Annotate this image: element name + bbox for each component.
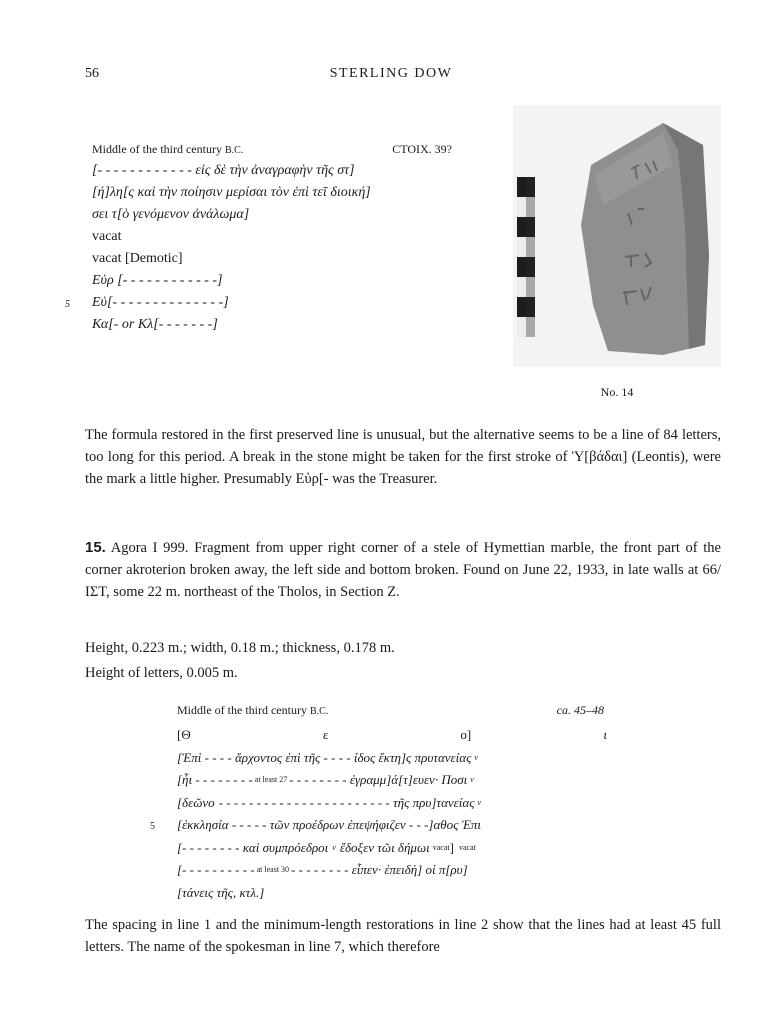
entry-number: 15. [85, 539, 106, 556]
insc15-line [177, 747, 607, 770]
commentary-paragraph: The spacing in line 1 and the minimum-length restorations in line 2 show that the lines had at least 45 full letters. The name of the spokesman in line 7, which therefore [85, 917, 721, 955]
insc15-date-suffix: B.C. [309, 706, 329, 717]
insc15-line [177, 792, 607, 815]
insc15-line [177, 837, 607, 860]
insc15-text-run: [τάνεις τῆς, κτλ.] [177, 884, 265, 900]
insc15-letter-count: ca. 45–48 [556, 703, 604, 717]
insc14-line: [- - - - - - - - - - - - εἰς δὲ τὴν ἀναγραφὴν τῆς στ] [92, 163, 355, 178]
line-number: 5 [150, 821, 155, 832]
insc15-line [150, 814, 607, 837]
vacat-mark: v [470, 775, 474, 784]
insc15-line [177, 769, 607, 792]
insc14-line: Εὐρ [- - - - - - - - - - - -] [92, 273, 223, 288]
entry-text: Agora I 999. Fragment from upper right corner of a stele of Hymettian marble, the front part of the corner akroterion broken away, the left side and bottom broken. Found on June 22, 1933, in late walls at 66/ΙΣΤ, some 22 m. northeast of the Tholos, in Section Z. [85, 540, 721, 600]
figure-caption: No. 14 [600, 385, 634, 399]
insc14-line [65, 292, 462, 314]
insc14-line: vacat [Demotic] [92, 251, 183, 266]
insc15-text-run: [Ἐπὶ - - - - ἄρχοντος ἐπὶ τῆς - - - - ίδος ἕκτη]ς πρυτανείας [177, 749, 472, 765]
insc15-text-run: ἔδοξεν τῶι δήμωι [339, 839, 430, 855]
insc14-line: [ή]λη[ς καὶ τὴν ποίησιν μερίσαι τὸν ἐπὶ τεῖ διοική] [92, 185, 371, 200]
insc14-line: Κα[- or Κλ[- - - - - - -] [92, 317, 218, 332]
vacat-mark: v [474, 752, 478, 762]
letter-height-line: Height of letters, 0.005 m. [85, 665, 238, 681]
insc15-text-run: - - - - - - - - ἐγραμμ]ά[τ]ευεν· Ποσι [289, 772, 468, 787]
insc15-text [150, 724, 607, 904]
vacat-mark: vacat [458, 842, 476, 852]
insc14-stoich: CTOIX. 39? [392, 142, 452, 156]
insc15-line [177, 859, 607, 882]
insc15-text-run: [Θ [177, 727, 191, 742]
running-head: STERLING DOW [329, 66, 453, 81]
page-number: 56 [85, 66, 99, 81]
insc15-text-run: ] [449, 839, 454, 855]
insc15-line [177, 724, 607, 747]
insc15-text-run: [δεῶνο [177, 794, 215, 810]
insc15-text-run: [- - - - - - - - - - [177, 862, 255, 877]
insc14-line: vacat [92, 229, 122, 244]
insc14-line-text: Εὐ[- - - - - - - - - - - - - -] [92, 295, 229, 310]
vacat-mark: v [477, 797, 482, 807]
letter-estimate: at least 30 [256, 865, 290, 874]
insc15-text-run: ι [603, 727, 607, 742]
insc14-date: Middle of the third century [92, 142, 222, 156]
insc15-heading [177, 703, 604, 718]
stone-fragment-image [513, 105, 721, 367]
commentary-paragraph: The formula restored in the first preserved line is unusual, but the alternative seems to be a line of 84 letters, too long for this period. A break in the stone might be taken for the first stroke of Ὑ[βάδαι] (Leontis), were the mark a little higher. Presumably Εὐρ[- was the Treasurer. [85, 427, 721, 487]
stone-photo [513, 105, 721, 367]
insc15-text-run: - - - - - - - - εἶπεν· ἐπειδὴ] οἱ π[ρυ] [291, 862, 468, 877]
insc15-line [177, 882, 607, 905]
insc15-text-run: ε [322, 727, 329, 742]
insc15-text-run: - - - - - - - - - - - - - - - - - - - - - - - τῆς πρυ]τανείας [218, 794, 475, 810]
insc15-text-run: [ἐκκλησία - - - - - τῶν προέδρων ἐπεψήφιζεν - - -]αθος Ἐπι [177, 817, 482, 832]
insc14-date-suffix: B.C. [224, 145, 244, 156]
entry-15-description [85, 537, 721, 603]
insc15-text-run: [ἧι - - - - - - - - [177, 772, 253, 787]
insc14-text [65, 160, 462, 336]
line-number: 5 [65, 299, 70, 310]
dimensions-line: Height, 0.223 m.; width, 0.18 m.; thickness, 0.178 m. [85, 640, 395, 656]
insc15-text-run: ο] [460, 727, 472, 742]
letter-estimate: at least 27 [254, 775, 288, 784]
vacat-mark: v [332, 842, 336, 852]
insc14-heading [92, 142, 452, 157]
vacat-mark: vacat [432, 842, 450, 852]
insc15-text-run: [- - - - - - - - καὶ συμπρόεδροι [177, 839, 329, 855]
insc15-date: Middle of the third century [177, 703, 307, 717]
insc14-line: σει τ[ὸ γενόμενον ἀνάλωμα] [92, 207, 250, 222]
dimensions [85, 636, 395, 686]
